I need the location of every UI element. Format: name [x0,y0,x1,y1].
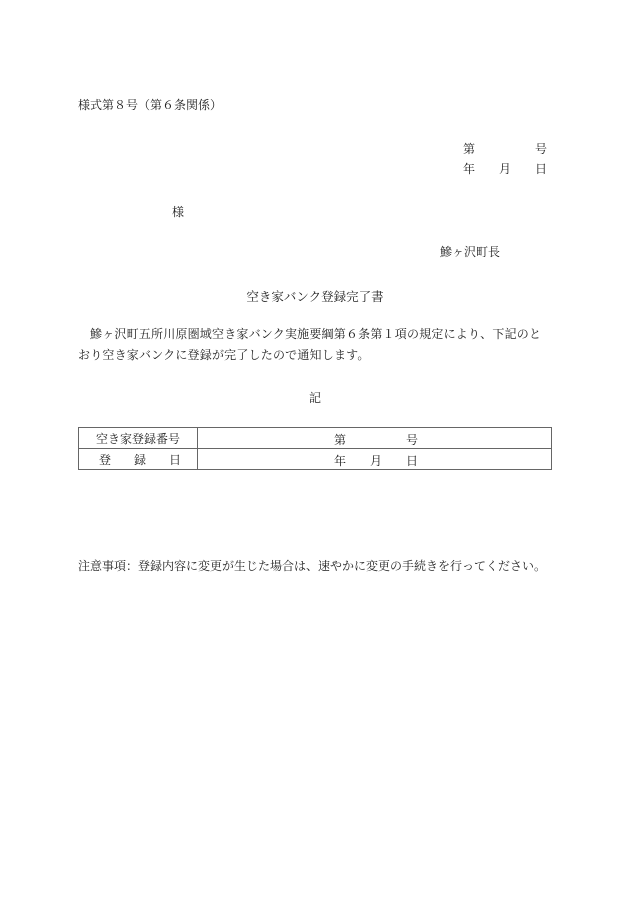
table-row-registration-number [79,428,552,449]
registration-number-label-text: 空き家登録番号 [95,431,180,446]
registration-date-value [198,449,552,470]
registration-date-day: 日 [406,454,419,468]
registration-number-suffix: 号 [406,433,419,447]
document-title: 空き家バンク登録完了書 [246,289,384,304]
recipient-honorific: 様 [172,205,185,219]
registration-number-label [79,428,198,449]
registration-date-label-char-1: 登 [99,452,112,467]
body-paragraph: 鰺ヶ沢町五所川原圏域空き家バンク実施要綱第６条第１項の規定により、下記のとおり空き家バンクに登録が完了したので通知します。 [78,327,542,362]
doc-number-suffix: 号 [535,142,548,156]
date-day-label: 日 [535,162,548,176]
notice-text: 注意事項：登録内容に変更が生じた場合は、速やかに変更の手続きを行ってください。 [78,559,547,573]
form-number: 様式第８号（第６条関係） [78,98,223,112]
issuer-name: 鰺ヶ沢町長 [440,245,501,259]
registration-date-year: 年 [334,454,347,468]
doc-number-prefix: 第 [463,142,476,156]
registration-number-value [198,428,552,449]
registration-date-label-char-3: 日 [168,452,181,467]
registration-date-label [79,449,198,470]
date-year-label: 年 [463,162,476,176]
registration-table [78,427,552,470]
date-month-label: 月 [499,162,512,176]
registration-date-month: 月 [370,454,383,468]
ki-heading: 記 [308,391,321,405]
table-row-registration-date [79,449,552,470]
registration-number-prefix: 第 [334,433,347,447]
registration-date-label-char-2: 録 [133,452,146,467]
